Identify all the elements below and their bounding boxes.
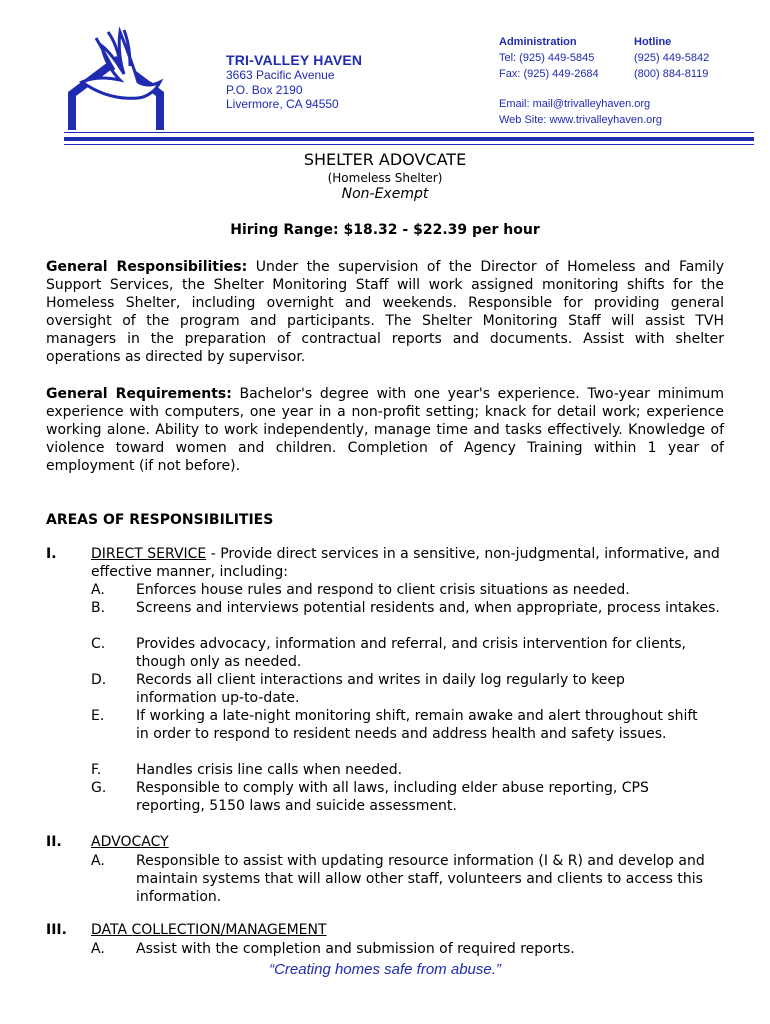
hotline-number: (925) 449-5842 bbox=[634, 52, 710, 64]
general-requirements-text: Bachelor's degree with one year's experience. Two-year minimum experience with computers, one year in a non-profit setting; knack for detail work; experience working alone. Ability to work independently, manage time and tasks effectively. Knowledge of violence toward women and children. Completion of Agency Training within 1 year of employment (if not before). bbox=[46, 386, 725, 474]
list-item: Screens and interviews potential residents and, when appropriate, process intakes. bbox=[136, 600, 720, 616]
section-intro bbox=[91, 545, 726, 581]
hotline-contact bbox=[634, 34, 709, 82]
item-letter: G. bbox=[91, 780, 107, 796]
address-line: Livermore, CA 94550 bbox=[226, 97, 339, 111]
list-item: Assist with the completion and submission of required reports. bbox=[136, 941, 575, 957]
general-requirements bbox=[46, 385, 724, 475]
general-responsibilities-text: Under the supervision of the Director of Homeless and Family Support Services, the Shelter Monitoring Staff will work assigned monitoring shifts for the Homeless Shelter, including overnight and weekends. Responsible for providing general oversight of the program and participants. The Shelter Monitoring Staff will assist TVH managers in the preparation of contractual reports and documents. Assist with shelter operations as directed by supervisor. bbox=[46, 259, 725, 365]
job-title: SHELTER ADOVCATE bbox=[303, 150, 467, 169]
hiring-range: Hiring Range: $18.32 - $22.39 per hour bbox=[230, 222, 540, 238]
org-address bbox=[226, 68, 339, 112]
list-item: Handles crisis line calls when needed. bbox=[136, 762, 403, 778]
admin-heading: Administration bbox=[499, 36, 577, 48]
job-subtitle: (Homeless Shelter) bbox=[327, 171, 443, 185]
admin-fax: Fax: (925) 449-2684 bbox=[499, 68, 599, 80]
item-letter: A. bbox=[91, 582, 105, 598]
web-contact bbox=[499, 96, 662, 128]
section-title: ADVOCACY bbox=[91, 834, 169, 850]
general-requirements-label: General Requirements: bbox=[46, 386, 232, 402]
admin-contact bbox=[499, 34, 599, 82]
list-item: Records all client interactions and writes in daily log regularly to keep information up-to-date. bbox=[136, 672, 625, 706]
general-responsibilities bbox=[46, 258, 724, 366]
list-item: Responsible to assist with updating resource information (I & R) and develop and maintain systems that will allow other staff, volunteers and clients to access this information. bbox=[136, 853, 705, 905]
item-letter: E. bbox=[91, 708, 105, 724]
item-letter: D. bbox=[91, 672, 107, 688]
item-letter: A. bbox=[91, 941, 105, 957]
email[interactable]: Email: mail@trivalleyhaven.org bbox=[499, 98, 651, 110]
header-rule-thin bbox=[64, 144, 754, 145]
org-name: TRI-VALLEY HAVEN bbox=[226, 52, 363, 68]
admin-tel: Tel: (925) 449-5845 bbox=[499, 52, 595, 64]
section-title: DIRECT SERVICE bbox=[91, 546, 207, 562]
item-letter: F. bbox=[91, 762, 102, 778]
header-rule-thick bbox=[64, 137, 754, 141]
hotline-number: (800) 884-8119 bbox=[634, 68, 709, 80]
section-intro-text: - Provide direct services in a sensitive, non-judgmental, informative, and effective manner, including: bbox=[91, 546, 720, 580]
areas-heading: AREAS OF RESPONSIBILITIES bbox=[46, 512, 274, 528]
section-numeral: III. bbox=[46, 922, 67, 938]
item-letter: B. bbox=[91, 600, 106, 616]
address-line: P.O. Box 2190 bbox=[226, 82, 303, 97]
list-item: Responsible to comply with all laws, including elder abuse reporting, CPS reporting, 5150 laws and suicide assessment. bbox=[136, 780, 649, 814]
general-responsibilities-label: General Responsibilities: bbox=[46, 259, 248, 275]
exempt-status: Non-Exempt bbox=[341, 186, 429, 202]
item-letter: C. bbox=[91, 636, 106, 652]
section-numeral: I. bbox=[46, 546, 57, 562]
section-title: DATA COLLECTION/MANAGEMENT bbox=[91, 922, 327, 938]
website[interactable]: Web Site: www.trivalleyhaven.org bbox=[499, 114, 663, 126]
list-item: If working a late-night monitoring shift, remain awake and alert throughout shift in order to respond to resident needs and address health and safety issues. bbox=[136, 708, 698, 742]
list-item: Provides advocacy, information and referral, and crisis intervention for clients, though only as needed. bbox=[136, 636, 686, 670]
header-rule-thin bbox=[64, 132, 754, 133]
list-item: Enforces house rules and respond to client crisis situations as needed. bbox=[136, 582, 630, 598]
address-line: 3663 Pacific Avenue bbox=[226, 68, 335, 82]
hotline-heading: Hotline bbox=[634, 36, 672, 48]
section-numeral: II. bbox=[46, 834, 62, 850]
dove-house-logo bbox=[62, 26, 170, 130]
item-letter: A. bbox=[91, 853, 105, 869]
footer-tagline: “Creating homes safe from abuse.” bbox=[269, 961, 501, 978]
